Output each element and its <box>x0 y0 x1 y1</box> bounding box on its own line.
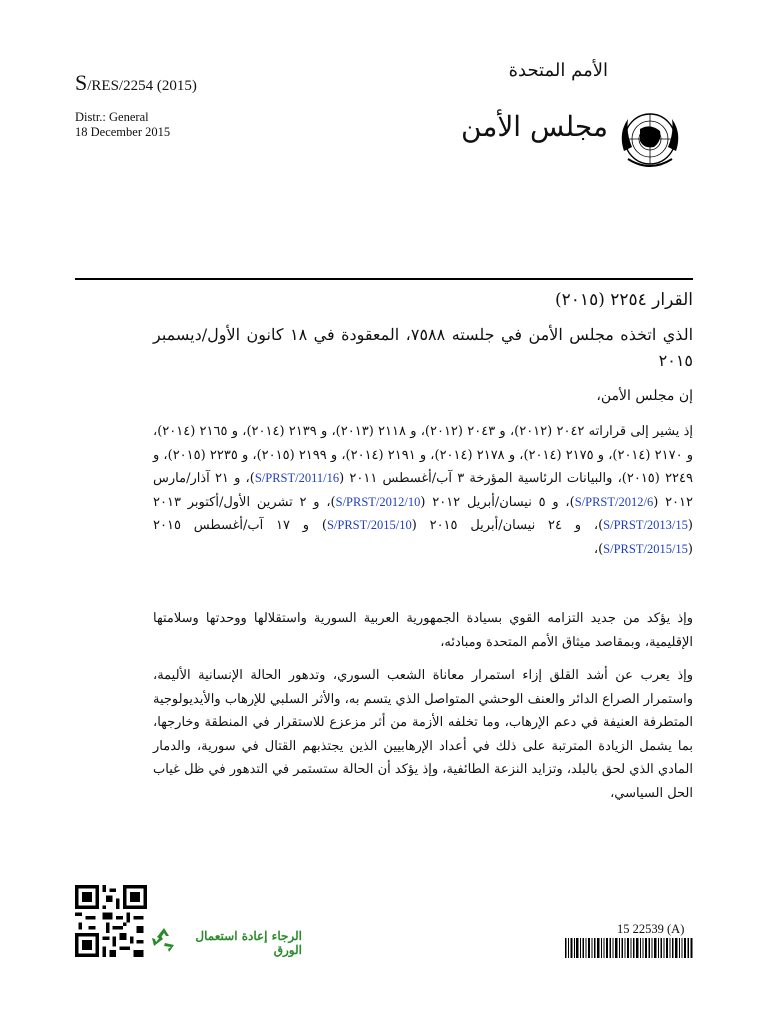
recycle-notice: الرجاء إعادة استعمال الورق <box>195 929 302 957</box>
reference-link[interactable]: S/PRST/2012/6 <box>574 494 654 509</box>
symbol-prefix: S <box>75 70 88 95</box>
reference-link[interactable]: S/PRST/2015/10 <box>326 518 412 532</box>
resolution-title: القرار ٢٢٥٤ (٢٠١٥) <box>555 290 693 310</box>
preamble-intro: إن مجلس الأمن، <box>596 388 693 404</box>
distribution-label: Distr.: General <box>75 110 149 124</box>
job-number: 15 22539 (A) <box>617 922 685 936</box>
reference-link[interactable]: S/PRST/2013/15 <box>603 518 688 532</box>
para-text: )، و ٥ نيسان/أبريل ٢٠١٢ ( <box>420 494 575 510</box>
para-text: ) و ١٧ آب/أغسطس ٢٠١٥ ( <box>153 518 693 557</box>
para-text: )، و ٢٤ نيسان/أبريل ٢٠١٥ ( <box>411 518 604 533</box>
preamble-paragraph-recalling <box>153 420 693 561</box>
para-text: إذ يشير إلى قراراته ٢٠٤٢ (٢٠١٢)، و ٢٠٤٣ (٢٠١٢)، و ٢١١٨ (٢٠١٣)، و ٢١٣٩ (٢٠١٤)، و ٢١٦٥ (٢٠١٤)، و ٢١٧٠ (٢٠١٤)، و ٢١٧٥ (٢٠١٤)، و ٢١٧٨ (٢٠١٤)، و ٢١٩١ (٢٠١٤)، و ٢١٩٩ (٢٠١٥)، و ٢٢٣٥ (٢٠١٥)، و ٢٢٤٩ (٢٠١٥)، والبيانات الرئاسية المؤرخة ٣ آب/أغسطس ٢٠١١ ( <box>153 424 694 486</box>
para-text: )، <box>593 541 604 557</box>
barcode-icon <box>565 938 693 958</box>
symbol-rest: /RES/2254 (2015) <box>87 78 197 94</box>
qr-code-icon <box>75 885 147 957</box>
reference-link[interactable]: S/PRST/2012/10 <box>335 494 421 509</box>
para-text: )، و ٢١ آذار/مارس ٢٠١٢ ( <box>153 471 694 510</box>
council-name: مجلس الأمن <box>461 110 608 143</box>
header-divider <box>75 278 693 280</box>
document-date: 18 December 2015 <box>75 125 171 139</box>
reference-link[interactable]: S/PRST/2011/16 <box>254 471 340 485</box>
adoption-statement: الذي اتخذه مجلس الأمن في جلسته ٧٥٨٨، المعقودة في ١٨ كانون الأول/ديسمبر ٢٠١٥ <box>153 325 694 370</box>
reference-link[interactable]: S/PRST/2015/15 <box>603 541 688 556</box>
document-symbol <box>75 70 197 96</box>
preamble-paragraph-reaffirming: وإذ يؤكد من جديد التزامه القوي بسيادة الجمهورية العربية السورية واستقلالها ووحدتها وسلامتها الإقليمية، وبمقاصد ميثاق الأمم المتحدة ومبادئه، <box>153 611 693 650</box>
para-text: )، و ٢ تشرين الأول/أكتوبر ٢٠١٣ ( <box>153 494 693 533</box>
preamble-paragraph-concern: وإذ يعرب عن أشد القلق إزاء استمرار معاناة الشعب السوري، وتدهور الحالة الإنسانية الأليمة، واستمرار الصراع الدائر والعنف الوحشي المتواصل الذي يتسم به، والأثر السلبي للإرهاب والأيديولوجية المتطرفة العنيفة في دعم الإرهاب، وما تخلفه الأزمة من أثر مزعزع للاستقرار في المنطقة وخارجها، بما يشمل الزيادة المترتبة على ذلك في أعداد الإرهابيين الذين يجتذبهم القتال في سورية، والدمار المادي الذي لحق بالبلد، وتزايد النزعة الطائفية، وإذ يؤكد أن الحالة ستستمر في التدهور في ظل غياب الحل السياسي، <box>153 668 693 801</box>
un-name: الأمم المتحدة <box>508 60 608 81</box>
recycle-icon <box>150 925 178 953</box>
distribution-block <box>75 110 170 140</box>
un-emblem-icon <box>614 103 686 175</box>
